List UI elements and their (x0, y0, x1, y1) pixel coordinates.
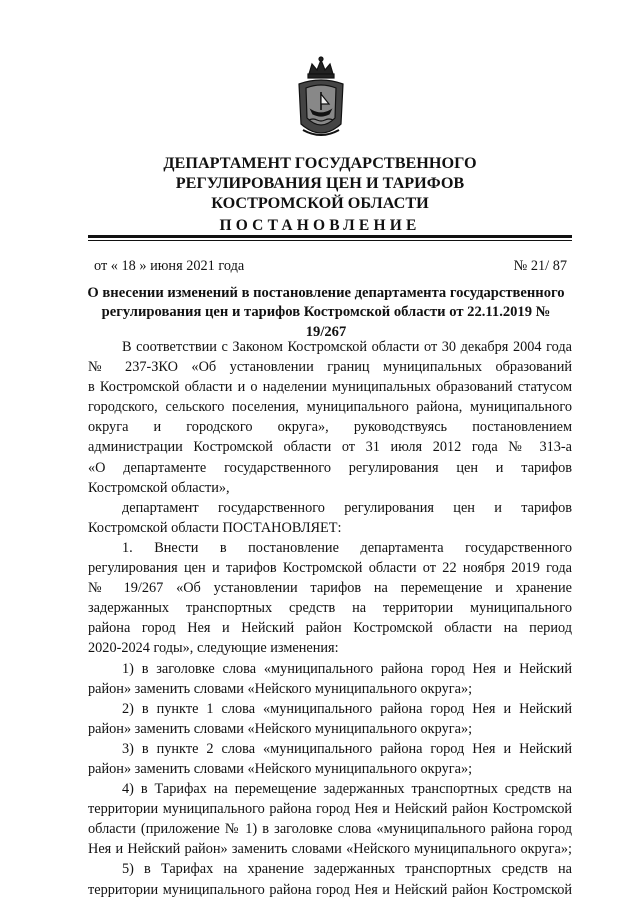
body-line: района город Нея и Нейский район Костромской области на период (88, 620, 572, 637)
department-name-line-2: РЕГУЛИРОВАНИЯ ЦЕН И ТАРИФОВ (175, 174, 465, 192)
body-line: области (приложение № 1) в заголовке слова «муниципального района город (88, 821, 572, 838)
department-name-line-1: ДЕПАРТАМЕНТ ГОСУДАРСТВЕННОГО (163, 154, 477, 172)
body-line: Нея и Нейский район» заменить словами «Нейского муниципального округа»; (88, 841, 572, 858)
body-line: 5) в Тарифах на хранение задержанных транспортных средств на (122, 861, 572, 878)
body-line: округа и городского округа», руководствуясь постановлением (88, 419, 572, 436)
body-line: «О департаменте государственного регулирования цен и тарифов (88, 459, 572, 476)
body-line: 1. Внести в постановление департамента государственного (122, 539, 572, 556)
body-line: район» заменить словами «Нейского муниципального округа»; (88, 680, 473, 697)
document-body (88, 337, 572, 900)
body-line: В соответствии с Законом Костромской области от 30 декабря 2004 года (122, 339, 572, 355)
document-subject-line-1: О внесении изменений в постановление департамента государственного (87, 285, 565, 301)
body-line: Костромской области», (88, 479, 230, 496)
document-type-title: ПОСТАНОВЛЕНИЕ (219, 217, 421, 234)
body-line: 2020-2024 годы», следующие изменения: (88, 640, 339, 657)
body-line: городского, сельского поселения, муниципального района, муниципального (88, 399, 572, 416)
document-date: от « 18 » июня 2021 года (94, 258, 245, 274)
body-line: администрации Костромской области от 31 июля 2012 года № 313-а (88, 439, 572, 456)
body-line: задержанных транспортных средств на территории муниципального (88, 600, 572, 617)
document-number: № 21/ 87 (513, 258, 567, 274)
body-line: № 19/267 «Об установлении тарифов на перемещение и хранение (88, 580, 572, 597)
document-subject-line-2: регулирования цен и тарифов Костромской области от 22.11.2019 № 19/267 (101, 304, 551, 340)
body-line: район» заменить словами «Нейского муниципального округа»; (88, 720, 473, 737)
body-line: район» заменить словами «Нейского муниципального округа»; (88, 760, 473, 777)
body-line: 1) в заголовке слова «муниципального района город Нея и Нейский (122, 660, 572, 677)
body-line: 2) в пункте 1 слова «муниципального района город Нея и Нейский (122, 700, 572, 717)
body-line: в Костромской области и о наделении муниципальных образований статусом (88, 379, 572, 396)
body-line: 4) в Тарифах на перемещение задержанных транспортных средств на (122, 781, 572, 798)
body-line: департамент государственного регулирования цен и тарифов (122, 499, 572, 516)
body-line: Костромской области ПОСТАНОВЛЯЕТ: (88, 519, 342, 536)
body-line: № 237-ЗКО «Об установлении границ муниципальных образований (88, 359, 572, 376)
body-line: территории муниципального района город Нея и Нейский район Костромской (88, 801, 572, 818)
body-line: регулирования цен и тарифов Костромской области от 22 ноября 2019 года (88, 560, 572, 577)
header-divider-thick (88, 235, 572, 238)
kostroma-region-coat-of-arms-icon (293, 54, 349, 144)
body-line: 3) в пункте 2 слова «муниципального района город Нея и Нейский (122, 740, 572, 757)
header-divider-thin (88, 240, 572, 241)
body-line: территории муниципального района город Нея и Нейский район Костромской (88, 881, 572, 898)
department-name-line-3: КОСТРОМСКОЙ ОБЛАСТИ (211, 194, 429, 212)
